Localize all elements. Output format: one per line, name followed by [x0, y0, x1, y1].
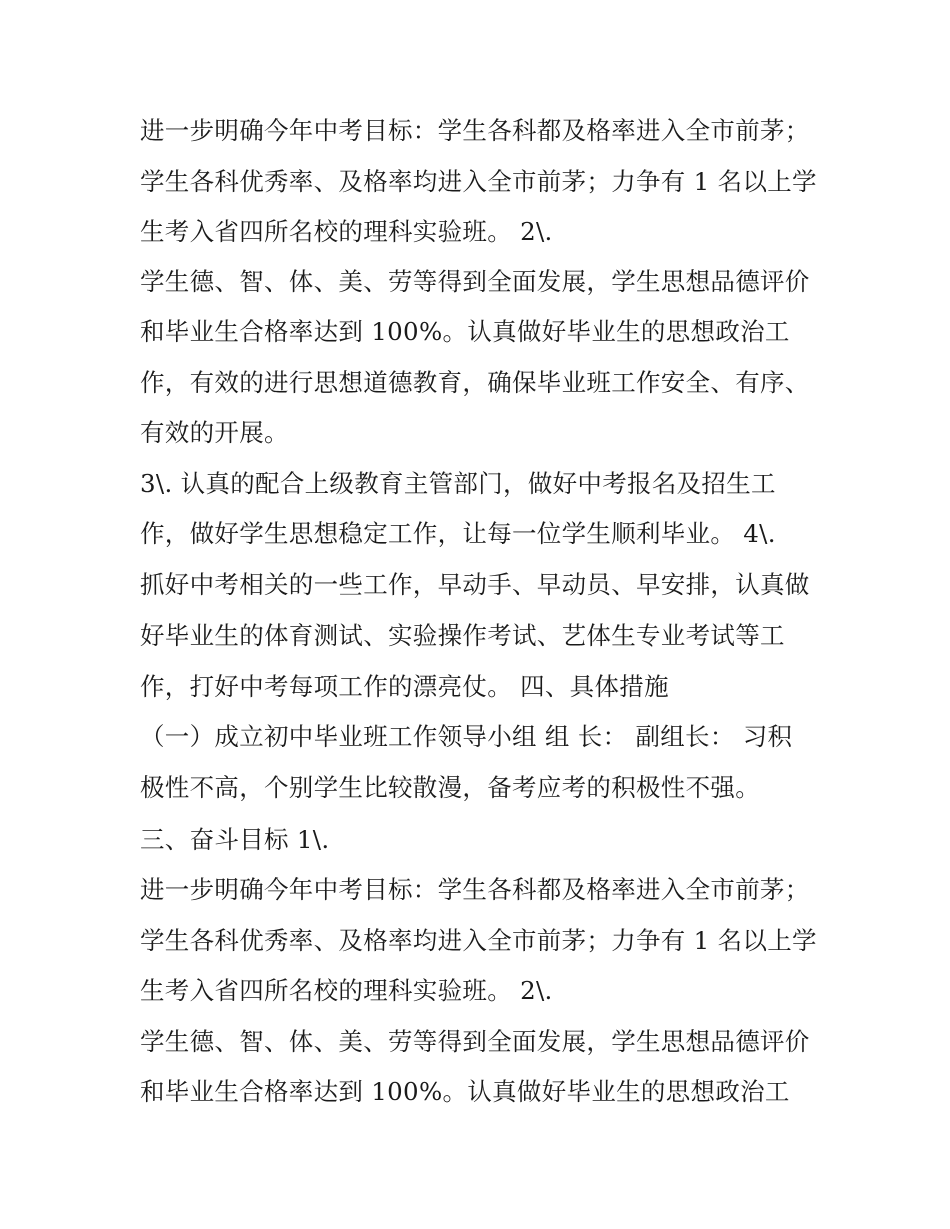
text-line: （一）成立初中毕业班工作领导小组 组 长： 副组长： 习积: [140, 722, 793, 751]
text-line: 三、奋斗目标 1\.: [140, 825, 330, 854]
text-line: 生考入省四所名校的理科实验班。 2\.: [140, 976, 553, 1005]
text-line: 生考入省四所名校的理科实验班。 2\.: [140, 217, 553, 246]
text-line: 极性不高，个别学生比较散漫，备考应考的积极性不强。: [140, 773, 760, 802]
text-line: 好毕业生的体育测试、实验操作考试、艺体生专业考试等工: [140, 621, 785, 650]
text-line: 学生德、智、体、美、劳等得到全面发展，学生思想品德评价: [140, 1027, 810, 1056]
text-line: 3\. 认真的配合上级教育主管部门，做好中考报名及招生工: [140, 469, 776, 498]
text-line: 进一步明确今年中考目标：学生各科都及格率进入全市前茅；: [140, 116, 810, 145]
text-line: 进一步明确今年中考目标：学生各科都及格率进入全市前茅；: [140, 875, 810, 904]
text-line: 学生各科优秀率、及格率均进入全市前茅；力争有 1 名以上学: [140, 167, 817, 196]
text-line: 学生各科优秀率、及格率均进入全市前茅；力争有 1 名以上学: [140, 926, 817, 955]
text-line: 作，做好学生思想稳定工作，让每一位学生顺利毕业。 4\.: [140, 519, 776, 548]
text-line: 有效的开展。: [140, 418, 289, 447]
text-line: 学生德、智、体、美、劳等得到全面发展，学生思想品德评价: [140, 267, 810, 296]
text-line: 抓好中考相关的一些工作，早动手、早动员、早安排，认真做: [140, 570, 810, 599]
text-line: 和毕业生合格率达到 100%。认真做好毕业生的思想政治工: [140, 1077, 790, 1106]
text-line: 和毕业生合格率达到 100%。认真做好毕业生的思想政治工: [140, 317, 790, 346]
text-line: 作，有效的进行思想道德教育，确保毕业班工作安全、有序、: [140, 368, 810, 397]
text-line: 作，打好中考每项工作的漂亮仗。 四、具体措施: [140, 672, 669, 701]
